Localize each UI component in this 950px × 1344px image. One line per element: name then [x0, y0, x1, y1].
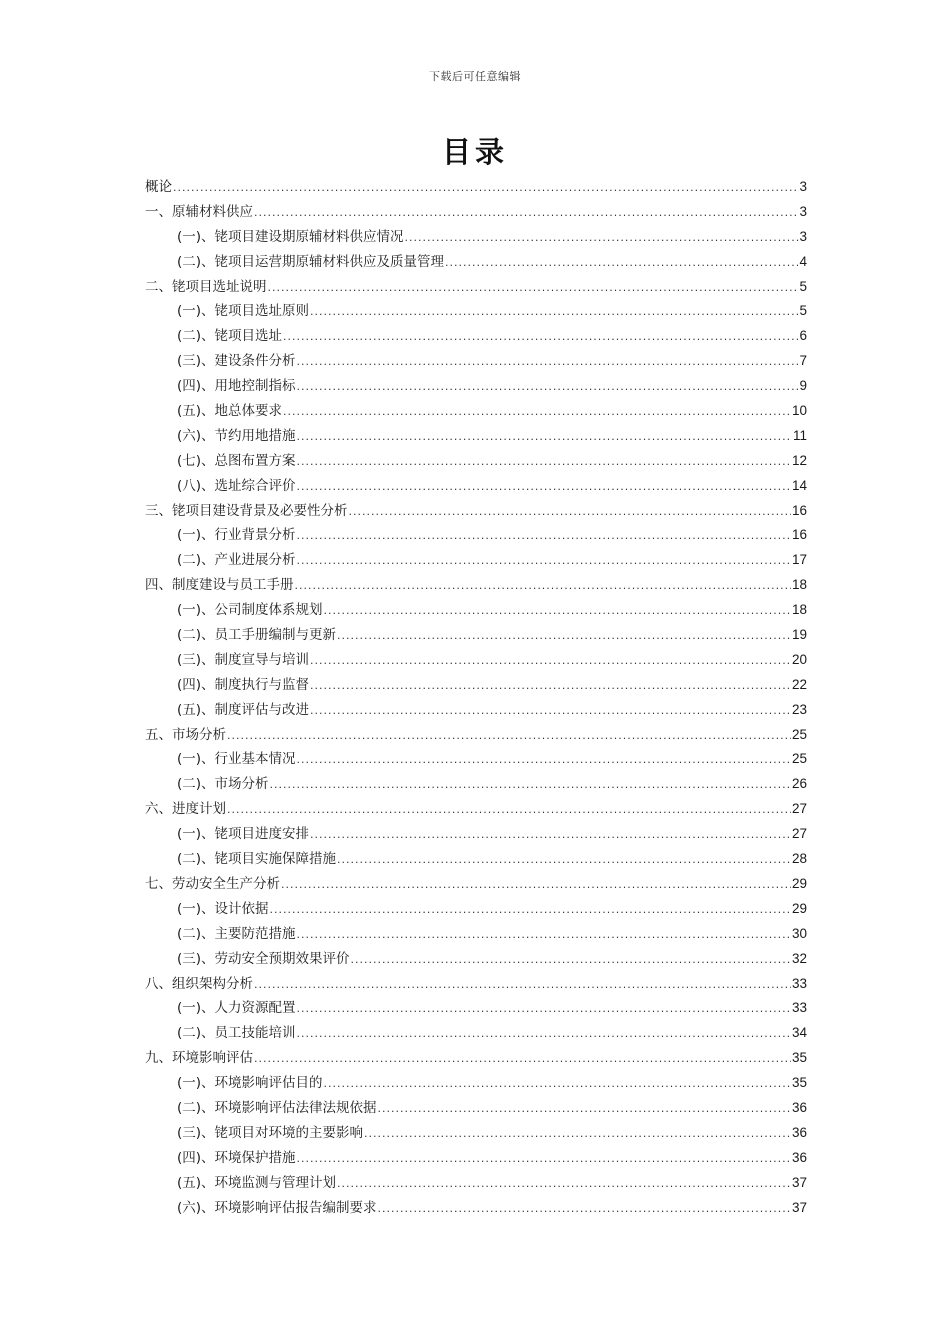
- toc-page-number: 37: [791, 1199, 807, 1215]
- toc-entry-title: (二)、主要防范措施: [177, 925, 296, 942]
- toc-dot-leader: [310, 823, 791, 848]
- toc-entry-title: 概论: [145, 179, 172, 195]
- toc-page-number: 25: [791, 726, 807, 742]
- toc-entry-title: (一)、铑项目进度安排: [177, 826, 310, 843]
- toc-section-entry[interactable]: [145, 772, 807, 797]
- toc-chapter-entry[interactable]: [145, 499, 807, 524]
- toc-section-entry[interactable]: [145, 523, 807, 548]
- toc-entry-title: (三)、铑项目对环境的主要影响: [177, 1124, 364, 1141]
- toc-dot-leader: [378, 1097, 791, 1122]
- toc-page-number: 37: [791, 1174, 807, 1190]
- toc-page-number: 23: [791, 701, 807, 717]
- toc-page-number: 7: [799, 353, 807, 369]
- toc-entry-title: 二、铑项目选址说明: [145, 278, 267, 295]
- toc-dot-leader: [227, 798, 791, 823]
- toc-chapter-entry[interactable]: [145, 872, 807, 897]
- toc-dot-leader: [227, 724, 791, 749]
- toc-entry-title: (二)、产业进展分析: [177, 552, 296, 569]
- toc-section-entry[interactable]: [145, 1196, 807, 1221]
- toc-dot-leader: [270, 898, 791, 923]
- toc-entry-title: (四)、用地控制指标: [177, 378, 296, 395]
- toc-section-entry[interactable]: [145, 747, 807, 772]
- toc-entry-title: (五)、制度评估与改进: [177, 701, 310, 718]
- toc-entry-title: 六、进度计划: [145, 801, 226, 818]
- toc-page-number: 3: [799, 203, 807, 219]
- toc-section-entry[interactable]: [145, 897, 807, 922]
- toc-page-number: 25: [791, 751, 807, 767]
- toc-chapter-entry[interactable]: [145, 723, 807, 748]
- toc-entry-title: (一)、铑项目选址原则: [177, 303, 310, 320]
- toc-dot-leader: [349, 500, 791, 525]
- toc-page-number: 16: [791, 527, 807, 543]
- toc-dot-leader: [254, 973, 791, 998]
- toc-entry-title: (一)、人力资源配置: [177, 1000, 296, 1017]
- toc-entry-title: (一)、公司制度体系规划: [177, 602, 323, 619]
- toc-entry-title: (八)、选址综合评价: [177, 477, 296, 494]
- toc-dot-leader: [297, 425, 792, 450]
- toc-entry-title: (二)、员工手册编制与更新: [177, 627, 337, 644]
- toc-entry-title: (二)、铑项目实施保障措施: [177, 851, 337, 868]
- toc-page-number: 6: [799, 328, 807, 344]
- toc-page-number: 27: [791, 826, 807, 842]
- toc-entry-title: (四)、环境保护措施: [177, 1149, 296, 1166]
- toc-dot-leader: [254, 201, 798, 226]
- toc-dot-leader: [297, 475, 791, 500]
- toc-section-entry[interactable]: [145, 548, 807, 573]
- toc-page-number: 10: [791, 403, 807, 419]
- toc-section-entry[interactable]: [145, 374, 807, 399]
- toc-page-number: 9: [799, 378, 807, 394]
- toc-dot-leader: [324, 1072, 791, 1097]
- toc-entry-title: 三、铑项目建设背景及必要性分析: [145, 502, 348, 519]
- toc-dot-leader: [297, 350, 799, 375]
- toc-dot-leader: [364, 1122, 791, 1147]
- toc-section-entry[interactable]: [145, 822, 807, 847]
- toc-section-entry[interactable]: [145, 598, 807, 623]
- toc-page-number: 11: [792, 427, 807, 443]
- toc-dot-leader: [295, 574, 791, 599]
- toc-section-entry[interactable]: [145, 399, 807, 424]
- toc-chapter-entry[interactable]: [145, 573, 807, 598]
- toc-page-number: 35: [791, 1075, 807, 1091]
- toc-chapter-entry[interactable]: [145, 175, 807, 200]
- toc-section-entry[interactable]: [145, 449, 807, 474]
- toc-page-number: 19: [791, 627, 807, 643]
- toc-entry-title: (二)、铑项目运营期原辅材料供应及质量管理: [177, 253, 445, 270]
- toc-entry-title: 九、环境影响评估: [145, 1050, 253, 1067]
- toc-dot-leader: [283, 325, 798, 350]
- toc-entry-title: (五)、地总体要求: [177, 403, 283, 420]
- toc-page-number: 30: [791, 925, 807, 941]
- toc-dot-leader: [297, 524, 791, 549]
- toc-dot-leader: [268, 276, 799, 301]
- toc-dot-leader: [297, 1022, 791, 1047]
- toc-page-number: 28: [791, 851, 807, 867]
- toc-entry-title: 五、市场分析: [145, 726, 226, 743]
- toc-page-number: 16: [791, 502, 807, 518]
- toc-dot-leader: [297, 923, 791, 948]
- toc-page-number: 33: [791, 975, 807, 991]
- toc-entry-title: (二)、市场分析: [177, 776, 269, 793]
- toc-section-entry[interactable]: [145, 673, 807, 698]
- toc-section-entry[interactable]: [145, 847, 807, 872]
- toc-page-number: 32: [791, 950, 807, 966]
- toc-dot-leader: [324, 599, 791, 624]
- toc-section-entry[interactable]: [145, 996, 807, 1021]
- toc-dot-leader: [254, 1047, 791, 1072]
- toc-page-number: 34: [791, 1025, 807, 1041]
- toc-dot-leader: [297, 1147, 791, 1172]
- toc-dot-leader: [297, 375, 799, 400]
- toc-section-entry[interactable]: [145, 349, 807, 374]
- toc-dot-leader: [281, 873, 791, 898]
- toc-page-number: 29: [791, 900, 807, 916]
- toc-section-entry[interactable]: [145, 1171, 807, 1196]
- toc-page-number: 3: [799, 228, 807, 244]
- toc-section-entry[interactable]: [145, 299, 807, 324]
- toc-dot-leader: [173, 176, 798, 201]
- toc-dot-leader: [351, 948, 791, 973]
- toc-chapter-entry[interactable]: [145, 1046, 807, 1071]
- toc-page-number: 5: [799, 303, 807, 319]
- toc-entry-title: (三)、建设条件分析: [177, 353, 296, 370]
- toc-section-entry[interactable]: [145, 324, 807, 349]
- toc-entry-title: (二)、铑项目选址: [177, 328, 283, 345]
- toc-page-number: 27: [791, 801, 807, 817]
- toc-page-number: 4: [799, 253, 807, 269]
- toc-dot-leader: [405, 226, 799, 251]
- toc-section-entry[interactable]: [145, 225, 807, 250]
- toc-section-entry[interactable]: [145, 1146, 807, 1171]
- toc-entry-title: (一)、环境影响评估目的: [177, 1075, 323, 1092]
- toc-section-entry[interactable]: [145, 250, 807, 275]
- toc-page-number: 35: [791, 1050, 807, 1066]
- toc-section-entry[interactable]: [145, 947, 807, 972]
- toc-page-number: 12: [791, 452, 807, 468]
- toc-page-number: 36: [791, 1099, 807, 1115]
- toc-chapter-entry[interactable]: [145, 972, 807, 997]
- toc-page-number: 29: [791, 875, 807, 891]
- toc-page-number: 17: [791, 552, 807, 568]
- toc-page-number: 36: [791, 1124, 807, 1140]
- toc-dot-leader: [337, 624, 791, 649]
- toc-section-entry[interactable]: [145, 1071, 807, 1096]
- toc-section-entry[interactable]: [145, 648, 807, 673]
- table-of-contents: [145, 175, 807, 1220]
- toc-dot-leader: [297, 450, 791, 475]
- toc-dot-leader: [310, 649, 791, 674]
- toc-section-entry[interactable]: [145, 1121, 807, 1146]
- toc-section-entry[interactable]: [145, 623, 807, 648]
- toc-section-entry[interactable]: [145, 1021, 807, 1046]
- toc-page-number: 22: [791, 676, 807, 692]
- toc-entry-title: 四、制度建设与员工手册: [145, 577, 294, 594]
- toc-dot-leader: [283, 400, 791, 425]
- toc-chapter-entry[interactable]: [145, 797, 807, 822]
- toc-entry-title: (五)、环境监测与管理计划: [177, 1174, 337, 1191]
- toc-page-number: 5: [799, 278, 807, 294]
- toc-page-number: 3: [799, 179, 807, 194]
- toc-dot-leader: [337, 848, 791, 873]
- toc-page-number: 18: [791, 577, 807, 593]
- toc-dot-leader: [378, 1197, 791, 1222]
- toc-dot-leader: [337, 1172, 791, 1197]
- toc-entry-title: 一、原辅材料供应: [145, 203, 253, 220]
- toc-entry-title: (二)、环境影响评估法律法规依据: [177, 1099, 377, 1116]
- page-header-note: 下载后可任意编辑: [429, 70, 521, 83]
- toc-entry-title: (六)、环境影响评估报告编制要求: [177, 1199, 377, 1216]
- toc-dot-leader: [297, 549, 791, 574]
- toc-entry-title: (三)、制度宣导与培训: [177, 651, 310, 668]
- toc-entry-title: (一)、设计依据: [177, 900, 269, 917]
- toc-dot-leader: [297, 748, 791, 773]
- toc-section-entry[interactable]: [145, 424, 807, 449]
- toc-page-number: 33: [791, 1000, 807, 1016]
- toc-entry-title: (四)、制度执行与监督: [177, 676, 310, 693]
- toc-section-entry[interactable]: [145, 1096, 807, 1121]
- toc-page-number: 26: [791, 776, 807, 792]
- toc-entry-title: (二)、员工技能培训: [177, 1025, 296, 1042]
- toc-entry-title: (三)、劳动安全预期效果评价: [177, 950, 350, 967]
- toc-section-entry[interactable]: [145, 698, 807, 723]
- toc-entry-title: 八、组织架构分析: [145, 975, 253, 992]
- toc-section-entry[interactable]: [145, 474, 807, 499]
- toc-chapter-entry[interactable]: [145, 200, 807, 225]
- toc-dot-leader: [270, 773, 791, 798]
- toc-entry-title: (一)、铑项目建设期原辅材料供应情况: [177, 228, 404, 245]
- toc-dot-leader: [310, 699, 791, 724]
- toc-page-number: 14: [791, 477, 807, 493]
- toc-entry-title: (六)、节约用地措施: [177, 427, 296, 444]
- toc-dot-leader: [297, 997, 791, 1022]
- toc-section-entry[interactable]: [145, 922, 807, 947]
- toc-entry-title: 七、劳动安全生产分析: [145, 875, 280, 892]
- toc-entry-title: (七)、总图布置方案: [177, 452, 296, 469]
- toc-chapter-entry[interactable]: [145, 275, 807, 300]
- toc-dot-leader: [445, 251, 798, 276]
- toc-page-number: 20: [791, 651, 807, 667]
- toc-dot-leader: [310, 674, 791, 699]
- toc-dot-leader: [310, 300, 798, 325]
- toc-title: 目录: [441, 135, 508, 169]
- toc-entry-title: (一)、行业基本情况: [177, 751, 296, 768]
- toc-page-number: 36: [791, 1149, 807, 1165]
- toc-entry-title: (一)、行业背景分析: [177, 527, 296, 544]
- toc-page-number: 18: [791, 602, 807, 618]
